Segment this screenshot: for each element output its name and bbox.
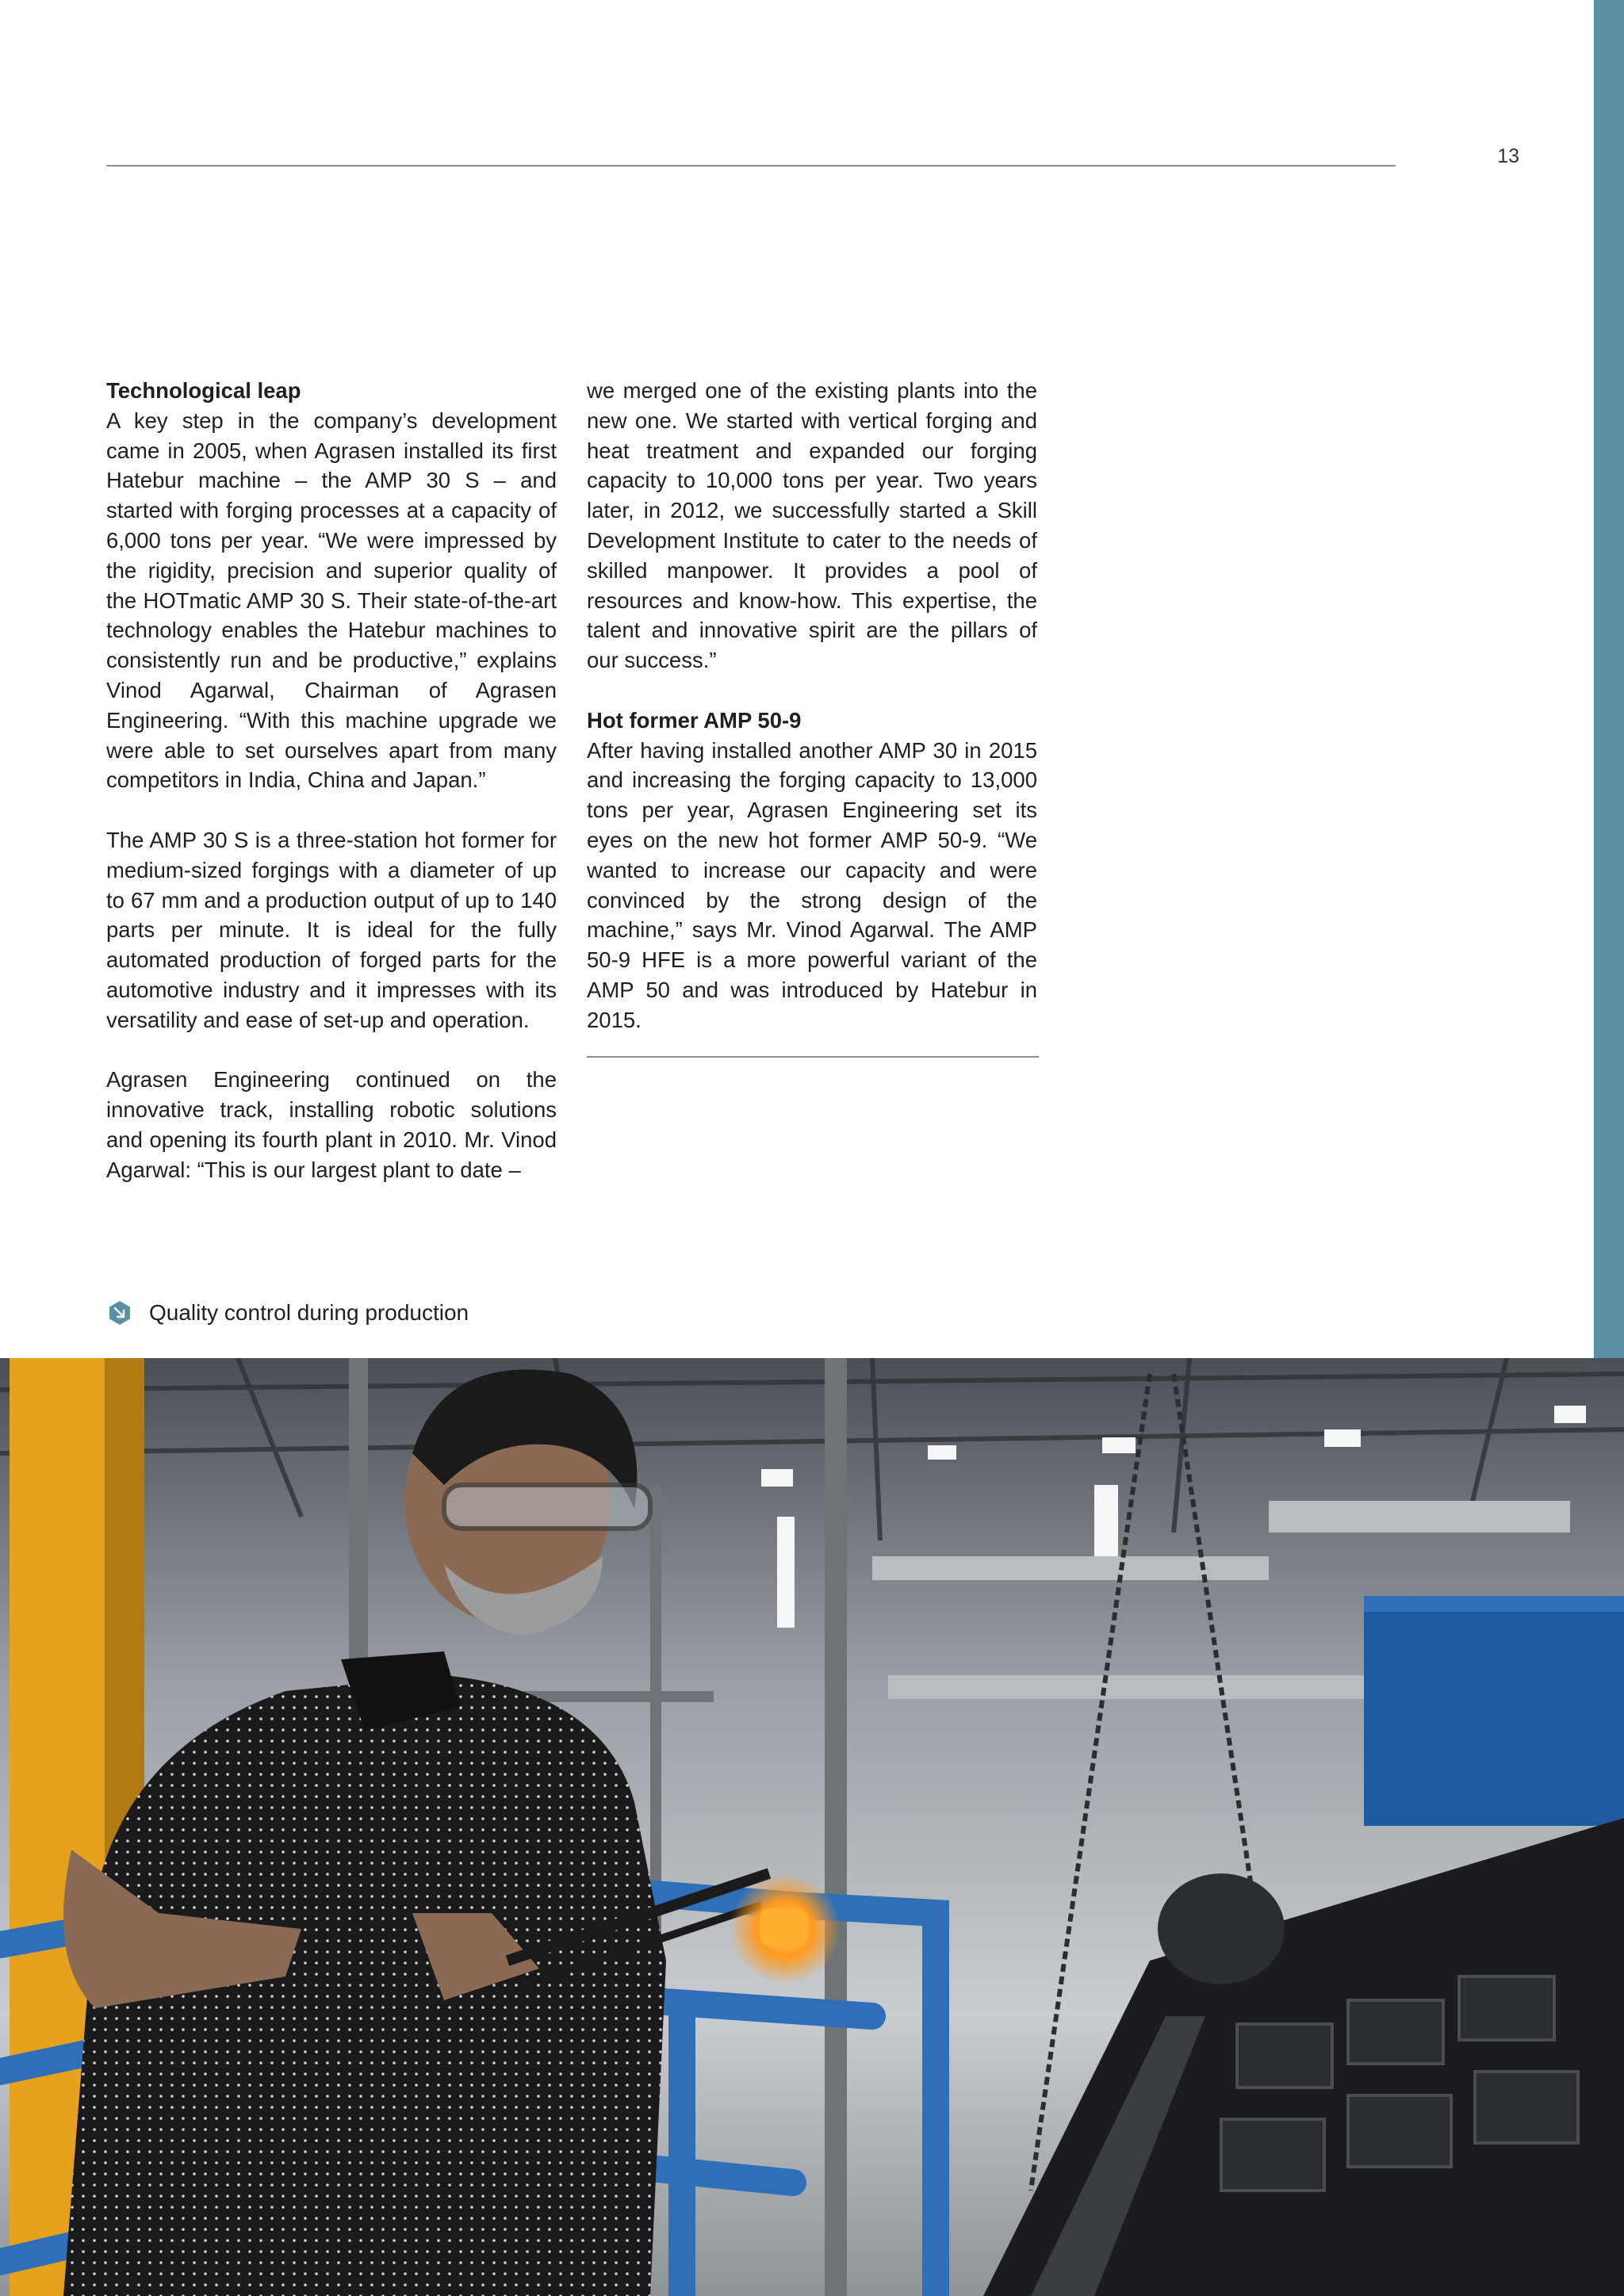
- right-paragraph-2: [587, 706, 1037, 1035]
- left-column: [106, 376, 557, 1185]
- section-heading-technological-leap: Technological leap: [106, 378, 301, 403]
- arrow-down-right-icon: [106, 1299, 133, 1326]
- right-paragraph-1: we merged one of the existing plants into the new one. We started with vertical forging and heat treatment and expanded our forging capacity to 10,000 tons per year. Two years later, in 2012, we successfully started a Skill Development Institute to cater to the needs of skilled manpower. It provides a pool of resources and know-how. This expertise, the talent and innovative spirit are the pillars of our success.”: [587, 378, 1037, 673]
- photo-caption: [106, 1297, 469, 1329]
- right-paragraph-2-text: After having installed another AMP 30 in 2015 and increasing the forging capacity to 13,000 tons per year, Agrasen Engineering set its eyes on the new hot former AMP 50-9. “We wanted to increase our capacity and were convinced by the strong design of the machine,” says Mr. Vinod Agarwal. The AMP 50-9 HFE is a more powerful variant of the AMP 50 and was introduced by Hatebur in 2015.: [587, 737, 1037, 1032]
- caption-text: Quality control during production: [149, 1300, 469, 1325]
- section-heading-hot-former: Hot former AMP 50-9: [587, 707, 802, 733]
- worker-forging-illustration: [0, 1358, 1624, 2296]
- page-number: 13: [1497, 145, 1519, 167]
- header-rule: [106, 165, 1396, 166]
- factory-photo: [0, 1358, 1624, 2296]
- left-paragraph-1: [106, 376, 557, 795]
- left-paragraph-3: Agrasen Engineering continued on the innovative track, installing robotic solutions and opening its fourth plant in 2010. Mr. Vinod Agarwal: “This is our largest plant to date –: [106, 1067, 557, 1182]
- right-column: [587, 376, 1037, 1058]
- side-accent-bar: [1594, 0, 1624, 1358]
- article-end-rule: [587, 1056, 1039, 1058]
- left-paragraph-1-text: A key step in the company’s development came in 2005, when Agrasen installed its first Hatebur machine – the AMP 30 S – and started with forging processes at a capacity of 6,000 tons per year. “We were impressed by the rigidity, precision and superior quality of the HOTmatic AMP 30 S. Their state-of-the-art technology enables the Hatebur machines to consistently run and be productive,” explains Vinod Agarwal, Chairman of Agrasen Engineering. “With this machine upgrade we were able to set ourselves apart from many competitors in India, China and Japan.”: [106, 408, 557, 793]
- left-paragraph-2: The AMP 30 S is a three-station hot former for medium-sized forgings with a diameter of up to 67 mm and a production output of up to 140 parts per minute. It is ideal for the fully automated production of forged parts for the automotive industry and it impresses with its versatility and ease of set-up and operation.: [106, 827, 557, 1032]
